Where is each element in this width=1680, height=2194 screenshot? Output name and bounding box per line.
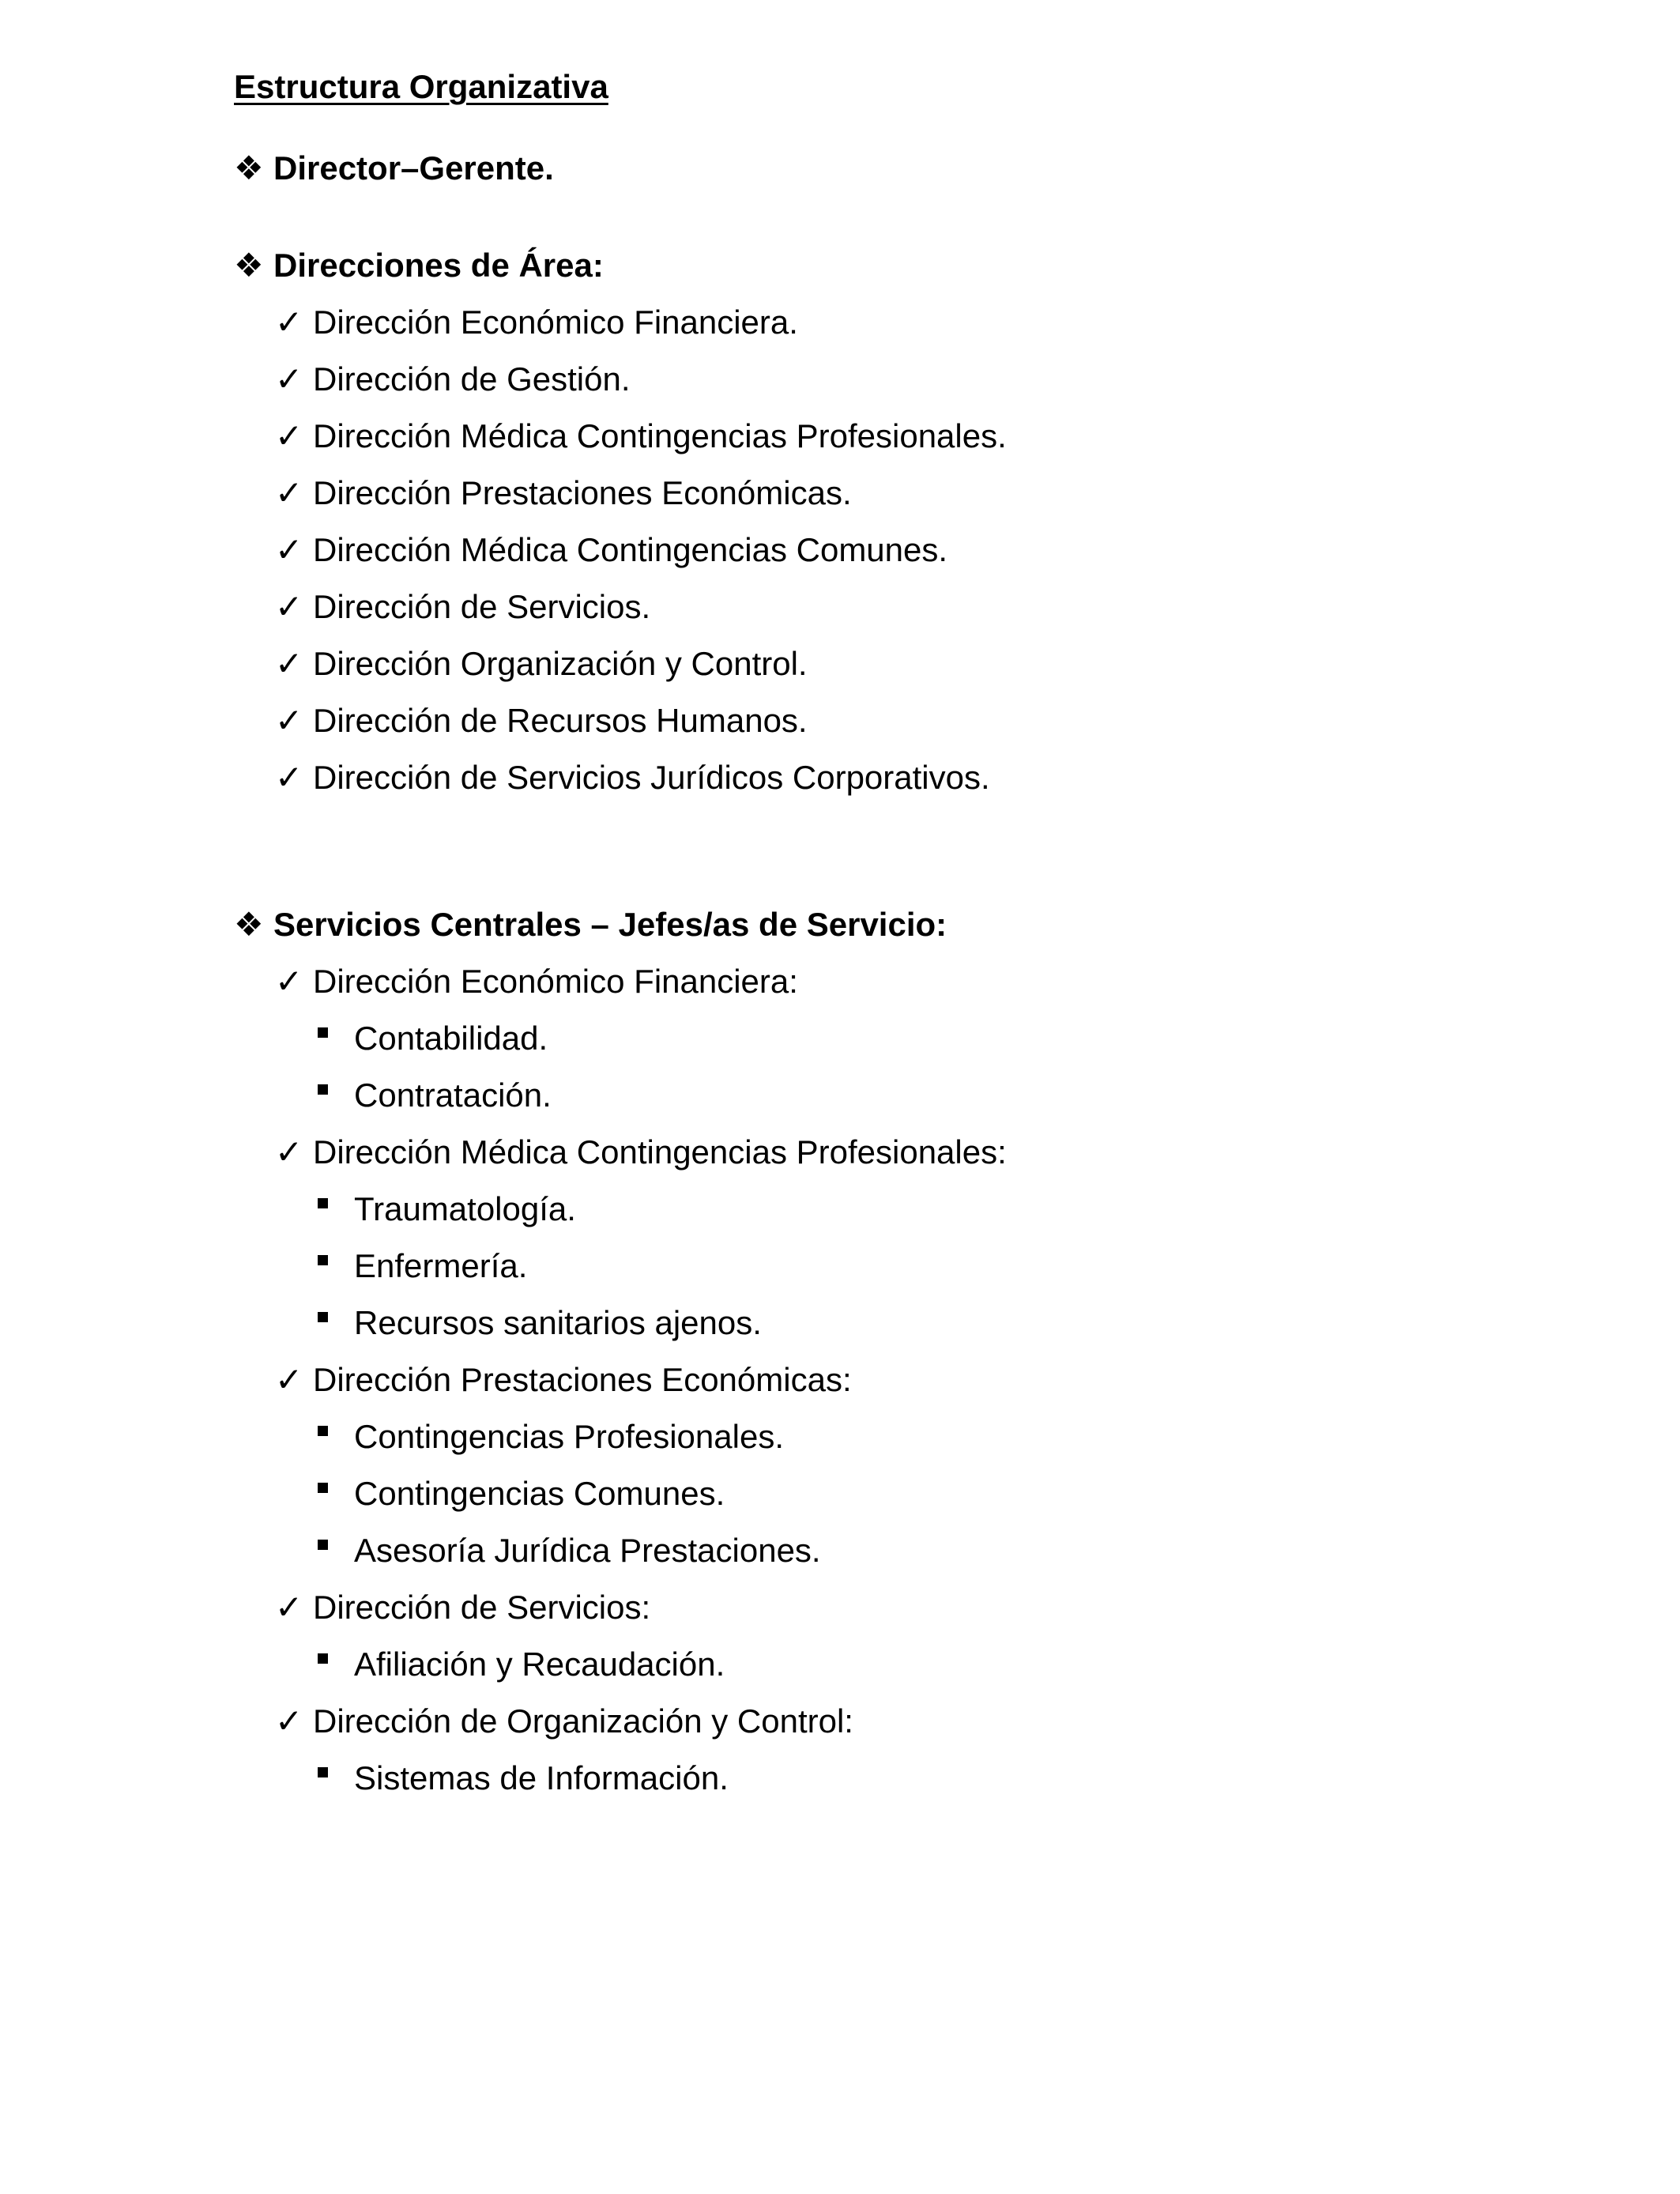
list-item: ✓ Dirección de Recursos Humanos. xyxy=(275,702,808,739)
checkmark-icon: ✓ xyxy=(275,360,303,398)
direcciones-area-label: Direcciones de Área: xyxy=(273,247,604,284)
checkmark-icon: ✓ xyxy=(275,1702,303,1740)
checkmark-icon: ✓ xyxy=(275,1133,303,1171)
diamond-flower-icon: ❖ xyxy=(234,906,264,943)
list-item: ✓ Dirección de Servicios Jurídicos Corporativos. xyxy=(275,759,990,796)
sub-list-item: Recursos sanitarios ajenos. xyxy=(354,1304,762,1341)
checkmark-icon: ✓ xyxy=(275,303,303,341)
checkmark-icon: ✓ xyxy=(275,645,303,682)
diamond-flower-icon: ❖ xyxy=(234,247,264,284)
page-title: Estructura Organizativa xyxy=(234,68,608,105)
checkmark-icon: ✓ xyxy=(275,759,303,796)
director-heading xyxy=(234,149,554,188)
group-heading: ✓ Dirección Prestaciones Económicas: xyxy=(275,1361,852,1398)
director-label: Director–Gerente. xyxy=(273,149,554,187)
list-item: ✓ Dirección Médica Contingencias Comunes. xyxy=(275,531,948,568)
sub-list-item: Traumatología. xyxy=(354,1190,576,1227)
sub-list-item: Asesoría Jurídica Prestaciones. xyxy=(354,1532,821,1569)
sub-list-item: Contingencias Profesionales. xyxy=(354,1418,784,1455)
checkmark-icon: ✓ xyxy=(275,588,303,625)
checkmark-icon: ✓ xyxy=(275,474,303,511)
sub-list-item: Contratación. xyxy=(354,1076,552,1114)
sub-list-item: Contingencias Comunes. xyxy=(354,1475,725,1512)
group-heading: ✓ Dirección Económico Financiera: xyxy=(275,963,798,1000)
servicios-centrales-label: Servicios Centrales – Jefes/as de Servicio: xyxy=(273,906,947,943)
list-item: ✓ Dirección Económico Financiera. xyxy=(275,303,798,341)
servicios-centrales-heading xyxy=(234,905,947,944)
sub-list-item: Afiliación y Recaudación. xyxy=(354,1646,725,1683)
sub-list-item: Sistemas de Información. xyxy=(354,1759,729,1796)
checkmark-icon: ✓ xyxy=(275,963,303,1000)
checkmark-icon: ✓ xyxy=(275,417,303,454)
sub-list-item: Contabilidad. xyxy=(354,1020,548,1057)
diamond-flower-icon: ❖ xyxy=(234,149,264,187)
sub-list-item: Enfermería. xyxy=(354,1247,528,1284)
list-item: ✓ Dirección Organización y Control. xyxy=(275,645,808,682)
list-item: ✓ Dirección de Servicios. xyxy=(275,588,651,625)
list-item: ✓ Dirección de Gestión. xyxy=(275,360,631,398)
list-item: ✓ Dirección Prestaciones Económicas. xyxy=(275,474,852,511)
checkmark-icon: ✓ xyxy=(275,531,303,568)
list-item: ✓ Dirección Médica Contingencias Profesionales. xyxy=(275,417,1007,454)
checkmark-icon: ✓ xyxy=(275,702,303,739)
group-heading: ✓ Dirección de Servicios: xyxy=(275,1589,651,1626)
direcciones-area-heading xyxy=(234,246,604,285)
checkmark-icon: ✓ xyxy=(275,1361,303,1398)
checkmark-icon: ✓ xyxy=(275,1589,303,1626)
group-heading: ✓ Dirección de Organización y Control: xyxy=(275,1702,853,1740)
group-heading: ✓ Dirección Médica Contingencias Profesionales: xyxy=(275,1133,1007,1171)
